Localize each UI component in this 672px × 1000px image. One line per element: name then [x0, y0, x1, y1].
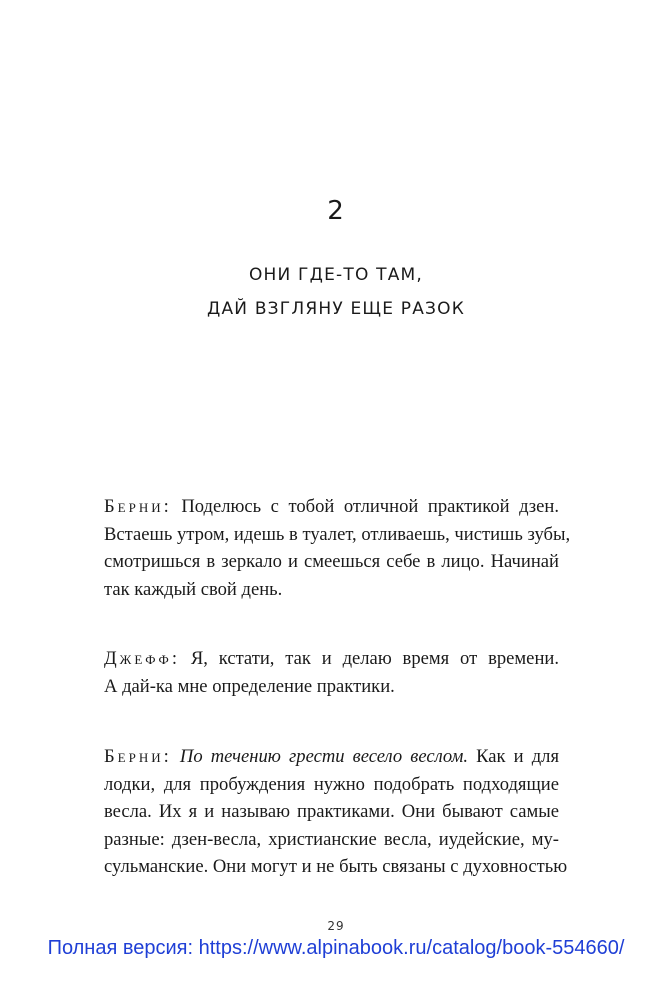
- chapter-title-line-1: ОНИ ГДЕ-ТО ТАМ,: [248, 265, 424, 285]
- paragraph-line: [104, 743, 559, 771]
- full-version-link[interactable]: Полная версия: https://www.alpinabook.ru/catalog/book-554660/: [47, 937, 625, 959]
- paragraph-line: смотришься в зеркало и смеешься себе в лицо. Начинай: [104, 551, 559, 573]
- paragraph-line: так каждый свой день.: [104, 578, 283, 600]
- paragraph-text: Как и для: [476, 746, 560, 767]
- speaker-name: Берни:: [104, 496, 172, 517]
- paragraph-line: А дай-ка мне определение практики.: [104, 675, 395, 697]
- paragraph-text: Я, кстати, так и делаю время от времени.: [190, 648, 559, 669]
- paragraph-line: [104, 645, 559, 673]
- italic-phrase: По течению грести весело веслом.: [179, 746, 469, 767]
- chapter-title: [0, 258, 672, 326]
- paragraph-line: разные: дзен-весла, христианские весла, иудейские, му-: [104, 828, 559, 850]
- paragraph-line: Встаешь утром, идешь в туалет, отливаешь, чистишь зубы,: [104, 523, 571, 545]
- chapter-title-line-2: ДАЙ ВЗГЛЯНУ ЕЩЕ РАЗОК: [206, 299, 465, 319]
- speaker-name: Берни:: [104, 746, 172, 767]
- paragraph-line: сульманские. Они могут и не быть связаны с духовностью: [104, 856, 568, 878]
- paragraph-line: лодки, для пробуждения нужно подобрать подходящие: [104, 773, 559, 795]
- page-number: 29: [327, 919, 345, 933]
- dialogue-paragraph-3: [104, 743, 568, 881]
- dialogue-paragraph-1: [104, 493, 571, 603]
- paragraph-line: [104, 493, 559, 521]
- paragraph-line: весла. Их я и называю практиками. Они бывают самые: [104, 801, 559, 823]
- speaker-name: Джефф:: [104, 648, 180, 669]
- dialogue-paragraph-2: [104, 645, 559, 700]
- chapter-number: 2: [327, 196, 345, 226]
- paragraph-text: Поделюсь с тобой отличной практикой дзен.: [181, 496, 559, 517]
